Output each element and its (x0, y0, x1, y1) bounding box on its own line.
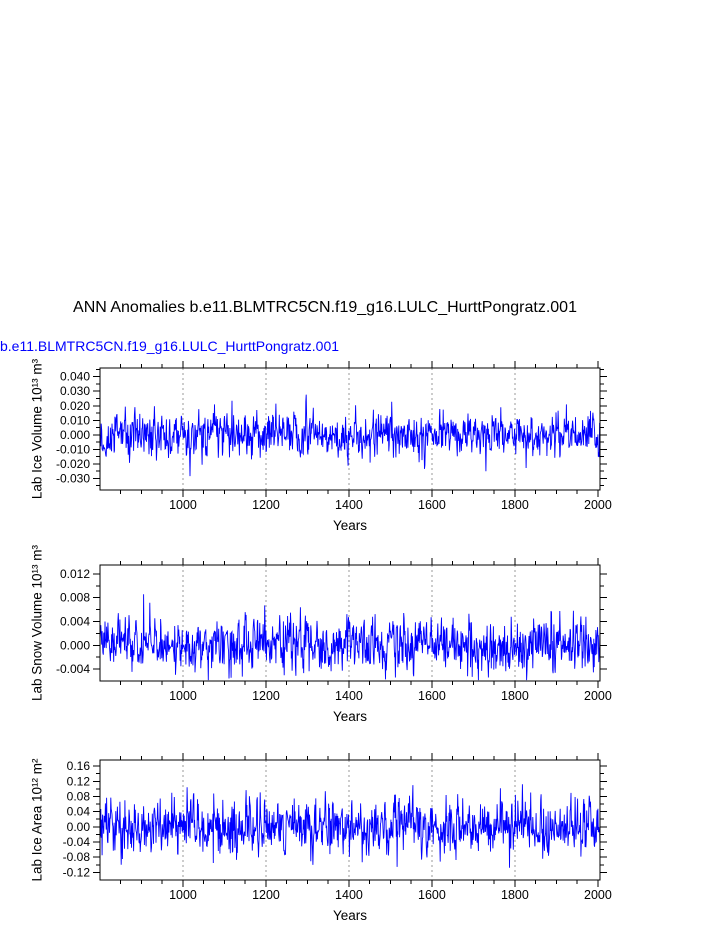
y-tick-label: 0.16 (66, 759, 90, 774)
y-tick-label: 0.008 (59, 590, 90, 605)
y-axis-label-snow-volume: Lab Snow Volume 10¹³ m³ (29, 544, 45, 702)
y-tick-label: 0.000 (59, 427, 90, 442)
x-tick-label: 1000 (169, 689, 197, 703)
y-tick-label: 0.004 (59, 614, 90, 629)
y-tick-label: 0.04 (66, 804, 90, 819)
x-tick-label: 1800 (501, 498, 529, 512)
y-tick-label: 0.020 (59, 398, 90, 413)
x-tick-label: 1400 (335, 888, 363, 902)
series-line-lab-ice-volume (100, 395, 600, 477)
y-tick-label: 0.010 (59, 413, 90, 428)
x-tick-label: 1600 (418, 689, 446, 703)
x-tick-label: 2000 (584, 689, 612, 703)
x-axis-title: Years (332, 709, 368, 724)
chart-title: ANN Anomalies b.e11.BLMTRC5CN.f19_g16.LULC_HurttPongratz.001 (73, 299, 577, 316)
y-tick-label: 0.12 (66, 774, 90, 789)
x-tick-label: 1600 (418, 888, 446, 902)
y-tick-label: 0.030 (59, 384, 90, 399)
x-tick-label: 1800 (501, 689, 529, 703)
x-tick-label: 1200 (252, 689, 280, 703)
y-tick-label: -0.04 (62, 835, 90, 850)
y-tick-label: -0.004 (55, 662, 90, 677)
x-tick-label: 1800 (501, 888, 529, 902)
x-axis-title: Years (332, 908, 368, 923)
x-tick-label: 1400 (335, 689, 363, 703)
x-tick-label: 1000 (169, 498, 197, 512)
y-tick-label: 0.040 (59, 369, 90, 384)
x-tick-label: 2000 (584, 888, 612, 902)
y-tick-label: -0.010 (55, 442, 90, 457)
x-tick-label: 1000 (169, 888, 197, 902)
y-tick-label: -0.030 (55, 471, 90, 486)
chart-subtitle: b.e11.BLMTRC5CN.f19_g16.LULC_HurttPongratz.001 (0, 338, 340, 354)
y-axis-label-ice-area: Lab Ice Area 10¹² m² (29, 758, 45, 882)
y-tick-label: -0.12 (62, 865, 90, 880)
y-tick-label: 0.00 (66, 819, 90, 834)
x-tick-label: 1200 (252, 498, 280, 512)
y-tick-label: -0.08 (62, 850, 90, 865)
x-tick-label: 2000 (584, 498, 612, 512)
x-tick-label: 1400 (335, 498, 363, 512)
series-line-lab-snow-volume (100, 594, 600, 680)
y-axis-label-ice-volume: Lab Ice Volume 10¹³ m³ (29, 358, 45, 500)
y-tick-label: -0.020 (55, 456, 90, 471)
y-tick-label: 0.08 (66, 789, 90, 804)
y-tick-label: 0.012 (59, 566, 90, 581)
x-axis-title: Years (332, 518, 368, 533)
series-line-lab-ice-area (100, 784, 600, 868)
y-tick-label: 0.000 (59, 638, 90, 653)
x-tick-label: 1600 (418, 498, 446, 512)
x-tick-label: 1200 (252, 888, 280, 902)
